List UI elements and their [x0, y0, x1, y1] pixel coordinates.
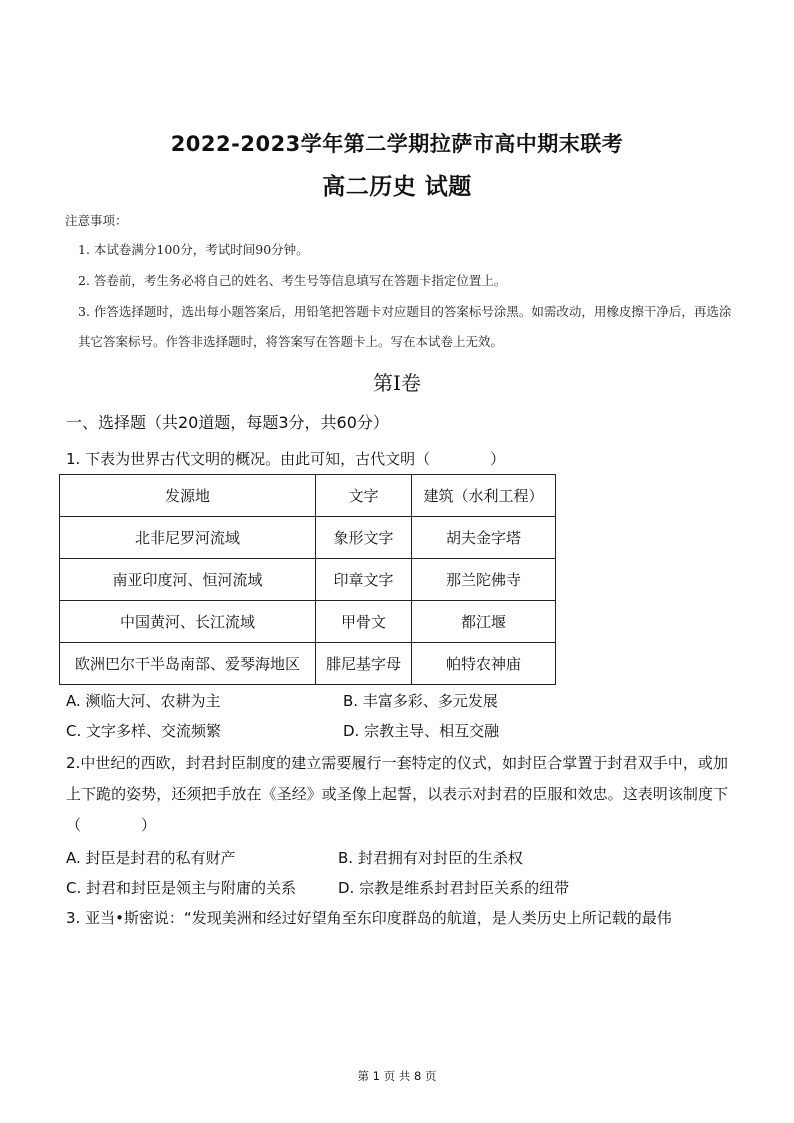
- q1-option-b: B. 丰富多彩、多元发展: [343, 692, 498, 710]
- q2-option-d: D. 宗教是维系封君封臣关系的纽带: [338, 879, 570, 897]
- table-cell: 北非尼罗河流域: [60, 517, 316, 559]
- question-2-stem: 2.中世纪的西欧，封君封臣制度的建立需要履行一套特定的仪式，如封臣合掌置于封君双手中，或加上下跪的姿势，还须把手放在《圣经》或圣像上起誓，以表示对封君的臣服和效忠。这表明该制度下（ ）: [66, 754, 728, 834]
- table-row: [60, 559, 556, 601]
- notice-item: 2. 答卷前，考生务必将自己的姓名、考生号等信息填写在答题卡指定位置上。: [78, 273, 507, 288]
- question-1-stem: 1. 下表为世界古代文明的概况。由此可知，古代文明（ ）: [66, 450, 506, 468]
- notice-item: 1. 本试卷满分100分，考试时间90分钟。: [78, 242, 309, 257]
- table-cell: 欧洲巴尔干半岛南部、爱琴海地区: [60, 643, 316, 685]
- table-cell: 南亚印度河、恒河流域: [60, 559, 316, 601]
- table-cell: 中国黄河、长江流域: [60, 601, 316, 643]
- q2-option-c: C. 封君和封臣是领主与附庸的关系: [66, 879, 297, 897]
- table-cell: 印章文字: [316, 559, 412, 601]
- question-3-stem: 3. 亚当•斯密说：“发现美洲和经过好望角至东印度群岛的航道，是人类历史上所记载的最伟: [66, 909, 672, 927]
- q2-option-a: A. 封臣是封君的私有财产: [66, 849, 236, 867]
- table-cell: 帕特农神庙: [412, 643, 556, 685]
- table-cell: 腓尼基字母: [316, 643, 412, 685]
- table-cell: 都江堰: [412, 601, 556, 643]
- civilization-table: [59, 474, 556, 685]
- table-row: [60, 601, 556, 643]
- table-header-row: [60, 475, 556, 517]
- table-header-cell: 发源地: [60, 475, 316, 517]
- volume-title: 第Ⅰ卷: [373, 371, 421, 395]
- q1-option-d: D. 宗教主导、相互交融: [343, 722, 500, 740]
- table-cell: 甲骨文: [316, 601, 412, 643]
- table-header-cell: 文字: [316, 475, 412, 517]
- q2-option-b: B. 封君拥有对封臣的生杀权: [338, 849, 523, 867]
- q1-option-a: A. 濒临大河、农耕为主: [66, 692, 221, 710]
- exam-title: 2022-2023学年第二学期拉萨市高中期末联考: [170, 132, 624, 156]
- table-cell: 胡夫金字塔: [412, 517, 556, 559]
- section-title: 一、选择题（共20道题，每题3分，共60分）: [66, 413, 389, 432]
- table-header-cell: 建筑（水利工程）: [412, 475, 556, 517]
- page-footer: 第 1 页 共 8 页: [357, 1069, 437, 1083]
- exam-subtitle: 高二历史 试题: [322, 174, 472, 200]
- table-row: [60, 643, 556, 685]
- notice-item: 3. 作答选择题时，选出每小题答案后，用铅笔把答题卡对应题目的答案标号涂黑。如需改动，用橡皮擦干净后，再选涂其它答案标号。作答非选择题时，将答案写在答题卡上。写在本试卷上无效。: [78, 304, 732, 349]
- table-cell: 象形文字: [316, 517, 412, 559]
- table-row: [60, 517, 556, 559]
- table-cell: 那兰陀佛寺: [412, 559, 556, 601]
- q1-option-c: C. 文字多样、交流频繁: [66, 722, 222, 740]
- notice-heading: 注意事项：: [65, 213, 128, 228]
